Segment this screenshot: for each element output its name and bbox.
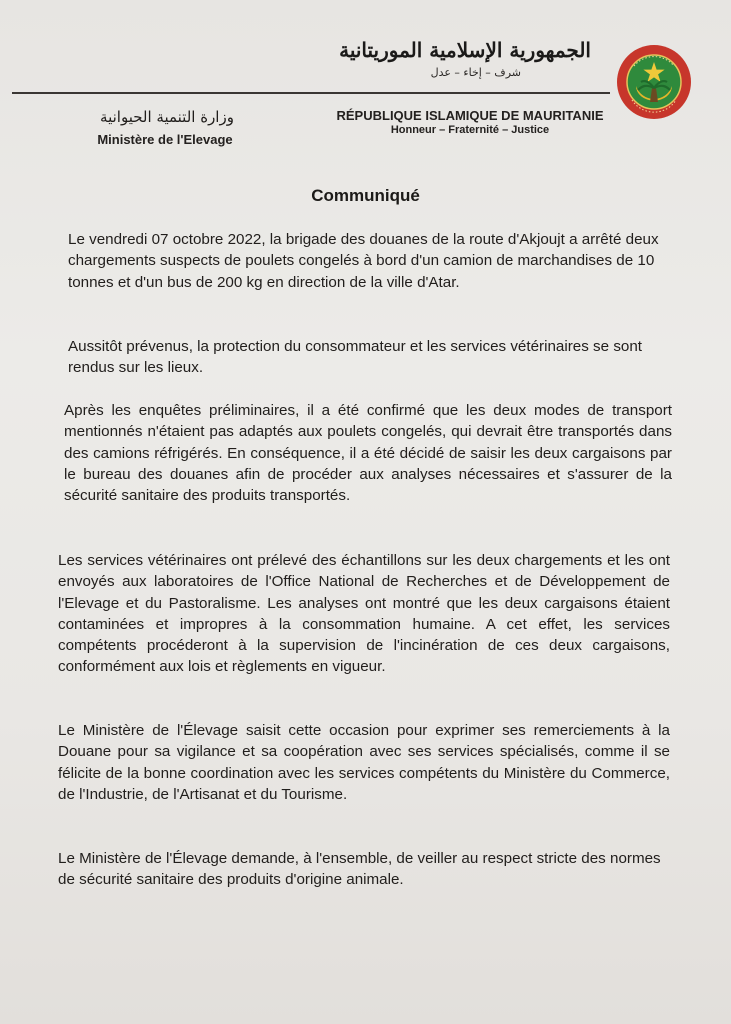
document-heading: Communiqué	[311, 186, 420, 205]
arabic-motto: شرف – إخاء – عدل	[430, 66, 521, 79]
national-motto: Honneur – Fraternité – Justice	[390, 124, 550, 136]
republic-name: RÉPUBLIQUE ISLAMIQUE DE MAURITANIE	[336, 108, 604, 123]
mauritania-coat-of-arms-icon	[616, 44, 692, 120]
header-divider	[12, 92, 610, 94]
paragraph-investigation: Après les enquêtes préliminaires, il a été confirmé que les deux modes de transport mentionnés n'étaient pas adaptés aux poulets congelés, qui devrait être transportés dans des camions réfrigérés. En conséquence, il a été décidé de saisir les deux cargaisons par le bureau des douanes afin de procéder aux analyses nécessaires et s'assurer de la sécurité sanitaire des produits transportés.	[64, 402, 672, 505]
ministry-name-french: Ministère de l'Elevage	[97, 132, 233, 147]
arabic-republic-title: الجمهورية الإسلامية الموريتانية	[339, 38, 591, 62]
paragraph-services-notified: Aussitôt prévenus, la protection du consommateur et les services vétérinaires se sont rendus sur les lieux.	[68, 338, 643, 377]
paragraph-lab-results: Les services vétérinaires ont prélevé des échantillons sur les deux chargements et les ont envoyés aux laboratoires de l'Office National de Recherches et de Développement de l'Elevage et du Pastoralisme. Les analyses ont montré que les deux cargaisons étaient contaminées et impropres à la consommation humaine. A cet effet, les services compétents procéderont à la supervision de l'incinération de ces deux cargaisons, conformément aux lois et règlements en vigueur.	[58, 552, 670, 676]
ministry-name-arabic: وزارة التنمية الحيوانية	[100, 108, 234, 126]
paragraph-thanks: Le Ministère de l'Élevage saisit cette occasion pour exprimer ses remerciements à la Douane pour sa vigilance et sa coopération avec ses services spécialisés, comme il se félicite de la bonne coordination avec les services compétents du Ministère du Commerce, de l'Industrie, de l'Artisanat et du Tourisme.	[58, 722, 670, 803]
paragraph-request: Le Ministère de l'Élevage demande, à l'ensemble, de veiller au respect stricte des normes de sécurité sanitaire des produits d'origine animale.	[58, 850, 661, 889]
paragraph-seizure: Le vendredi 07 octobre 2022, la brigade des douanes de la route d'Akjoujt a arrêté deux chargements suspects de poulets congelés à bord d'un camion de marchandises de 10 tonnes et d'un bus de 200 kg en direction de la ville d'Atar.	[68, 231, 659, 291]
